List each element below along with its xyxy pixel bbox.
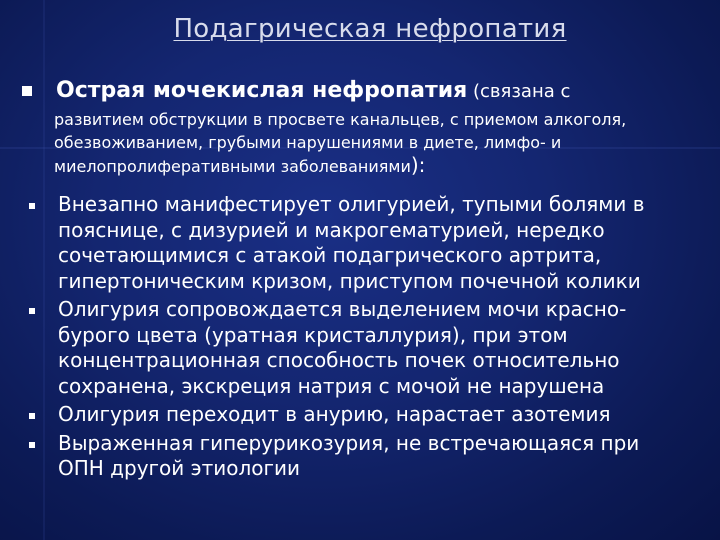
slide-title-text: Подагрическая нефропатия: [173, 14, 567, 44]
bullet-text: Олигурия переходит в анурию, нарастает азотемия: [58, 402, 611, 426]
bullet-marker: [29, 203, 35, 209]
main-item-heading-bold: Острая мочекислая нефропатия: [56, 78, 468, 103]
list-item: [0, 402, 678, 428]
bullet-marker: [29, 442, 35, 448]
main-bullet-marker: [22, 86, 32, 96]
main-item-description-end: ):: [410, 153, 426, 177]
bullet-text: Выраженная гиперурикозурия, не встречающаяся при ОПН другой этиологии: [58, 430, 640, 480]
bullet-list: [0, 192, 720, 485]
bullet-marker: [29, 413, 35, 419]
main-item-description-text: развитием обструкции в просвете канальцев, с приемом алкоголя, обезвоживанием, грубыми нарушениями в диете, лимфо- и миелопролиферативными заболеваниями: [54, 110, 627, 176]
bullet-marker: [29, 308, 35, 314]
list-item: [0, 297, 678, 399]
bullet-text: Олигурия сопровождается выделением мочи красно-бурого цвета (уратная кристаллурия), при этом концентрационная способность почек относительно сохранена, экскреция натрия с мочой не нарушена: [58, 297, 627, 398]
main-item-description: [54, 108, 714, 178]
bullet-text: Внезапно манифестирует олигурией, тупыми болями в пояснице, с дизурией и макрогематурией, нередко сочетающимися с атакой подагрического артрита, гипертоническим кризом, приступом почечной колики: [58, 192, 645, 293]
main-item-heading-paren: (связана с: [467, 81, 571, 102]
list-item: [0, 192, 678, 294]
slide-title: [0, 14, 720, 44]
list-item: [0, 431, 678, 482]
main-item-heading: [56, 77, 706, 106]
